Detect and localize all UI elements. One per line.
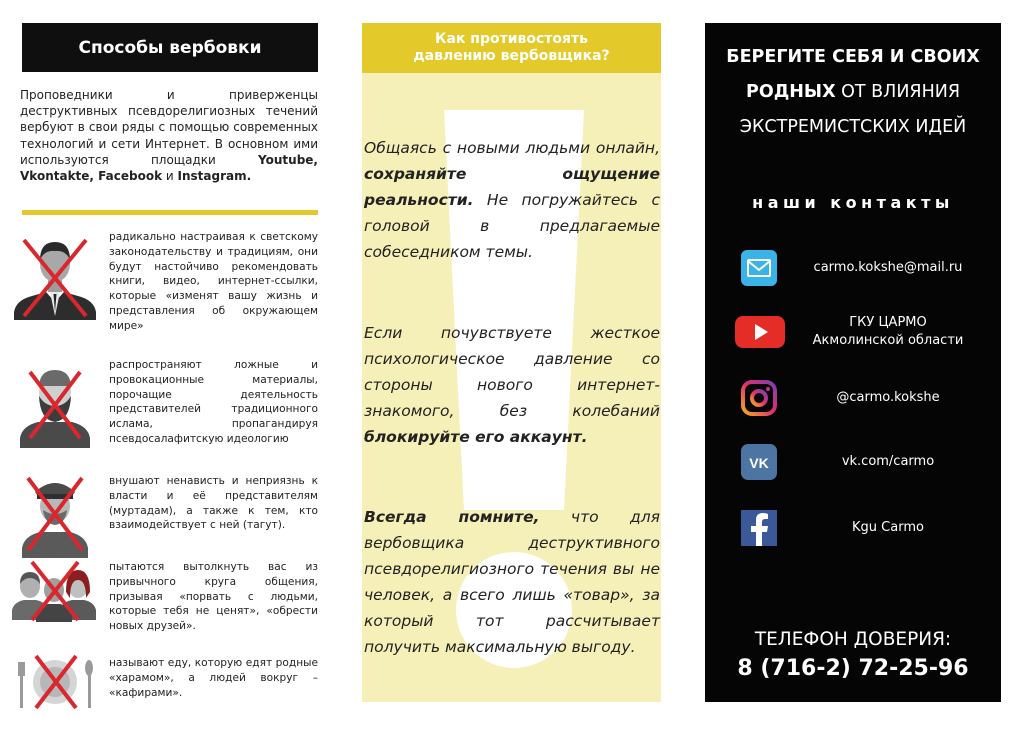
vk-icon[interactable] [741, 444, 777, 480]
hotline-label: ТЕЛЕФОН ДОВЕРИЯ: [754, 629, 952, 650]
heading-line: БЕРЕГИТЕ СЕБЯ И СВОИХ [726, 47, 980, 67]
mail-icon[interactable] [741, 250, 777, 286]
contact-label[interactable]: ГКУ ЦАРМО Акмолинской области [812, 315, 964, 348]
right-panel-heading [705, 40, 1001, 145]
recruitment-method-item [10, 230, 322, 332]
contact-label[interactable]: @carmo.kokshe [836, 390, 940, 405]
hotline-number[interactable]: 8 (716-2) 72-25-96 [737, 656, 969, 681]
facebook-icon[interactable] [741, 510, 777, 546]
svg-text:VK: VK [749, 455, 769, 471]
contact-youtube[interactable] [705, 312, 1001, 352]
method-text: распространяют ложные и провокационные материалы, порочащие деятельность представителей традиционного ислама, пропагандируя псевдосалафитскую идеологию [109, 359, 318, 445]
contact-email[interactable] [705, 248, 1001, 288]
header-line: Как противостоять [435, 31, 588, 47]
crossed-officer-icon [10, 468, 100, 558]
method-text: пытаются вытолкнуть вас из привычного круга общения, призывая «порвать с людьми, которые тебя не ценят», «обрести новых друзей». [109, 561, 318, 633]
contact-vk[interactable] [705, 442, 1001, 482]
contact-instagram[interactable] [705, 378, 1001, 418]
middle-panel-header [362, 23, 661, 73]
contact-label[interactable]: carmo.kokshe@mail.ru [813, 260, 963, 275]
yellow-divider [22, 210, 318, 215]
method-text: называют еду, которую едят родные «харамом», а людей вокруг – «кафирами». [109, 657, 318, 699]
advice-paragraph-2: Если почувствуете жесткое психологическое давление со стороны нового интернет-знакомого, без колебаний блокируйте его аккаунт. [364, 324, 660, 446]
instagram-icon[interactable] [741, 380, 777, 416]
contact-label[interactable]: vk.com/carmo [841, 454, 935, 469]
intro-paragraph: Проповедники и приверженцы деструктивных псевдорелигиозных течений вербуют в свои ряды с помощью современных технологий и сети Интернет. В основном ими используются площадки Youtube, Vkontakte, Facebook и Instagram. [20, 88, 318, 184]
header-line: давлению вербовщика? [413, 48, 610, 64]
crossed-people-group-icon [10, 558, 100, 648]
contact-label[interactable]: Kgu Carmo [852, 520, 924, 535]
contact-facebook[interactable] [705, 508, 1001, 548]
left-panel-title: Способы вербовки [22, 23, 318, 72]
recruitment-method-item [10, 652, 322, 742]
crossed-plate-icon [10, 652, 100, 742]
heading-line: ЭКСТРЕМИСТСКИХ ИДЕЙ [739, 117, 967, 137]
recruitment-method-item [10, 358, 322, 448]
method-text: внушают ненависть и неприязнь к власти и её представителям (муртадам), а также к тем, кто взаимодействует с ней (тагут). [109, 475, 318, 532]
recruitment-method-item [10, 468, 322, 558]
advice-paragraph-1: Общаясь с новыми людьми онлайн, сохраняйте ощущение реальности. Не погружайтесь с головой в предлагаемые собеседником темы. [364, 139, 660, 261]
contacts-title: наши контакты [752, 193, 954, 212]
advice-paragraph-3: Всегда помните, что для вербовщика деструктивного псевдорелигиозного течения вы не человек, а всего лишь «товар», за который тот рассчитывает получить максимальную выгоду. [364, 508, 660, 656]
crossed-bearded-man-icon [10, 358, 100, 448]
youtube-icon[interactable] [735, 314, 785, 350]
method-text: радикально настраивая к светскому законодательству и традициям, они будут настойчиво рекомендовать книги, видео, интернет-ссылки, которые «изменят вашу жизнь и представления об окружающем мире» [109, 231, 318, 332]
recruitment-method-item [10, 558, 322, 648]
heading-line: РОДНЫХ ОТ ВЛИЯНИЯ [746, 82, 960, 102]
crossed-businessman-icon [10, 230, 100, 320]
